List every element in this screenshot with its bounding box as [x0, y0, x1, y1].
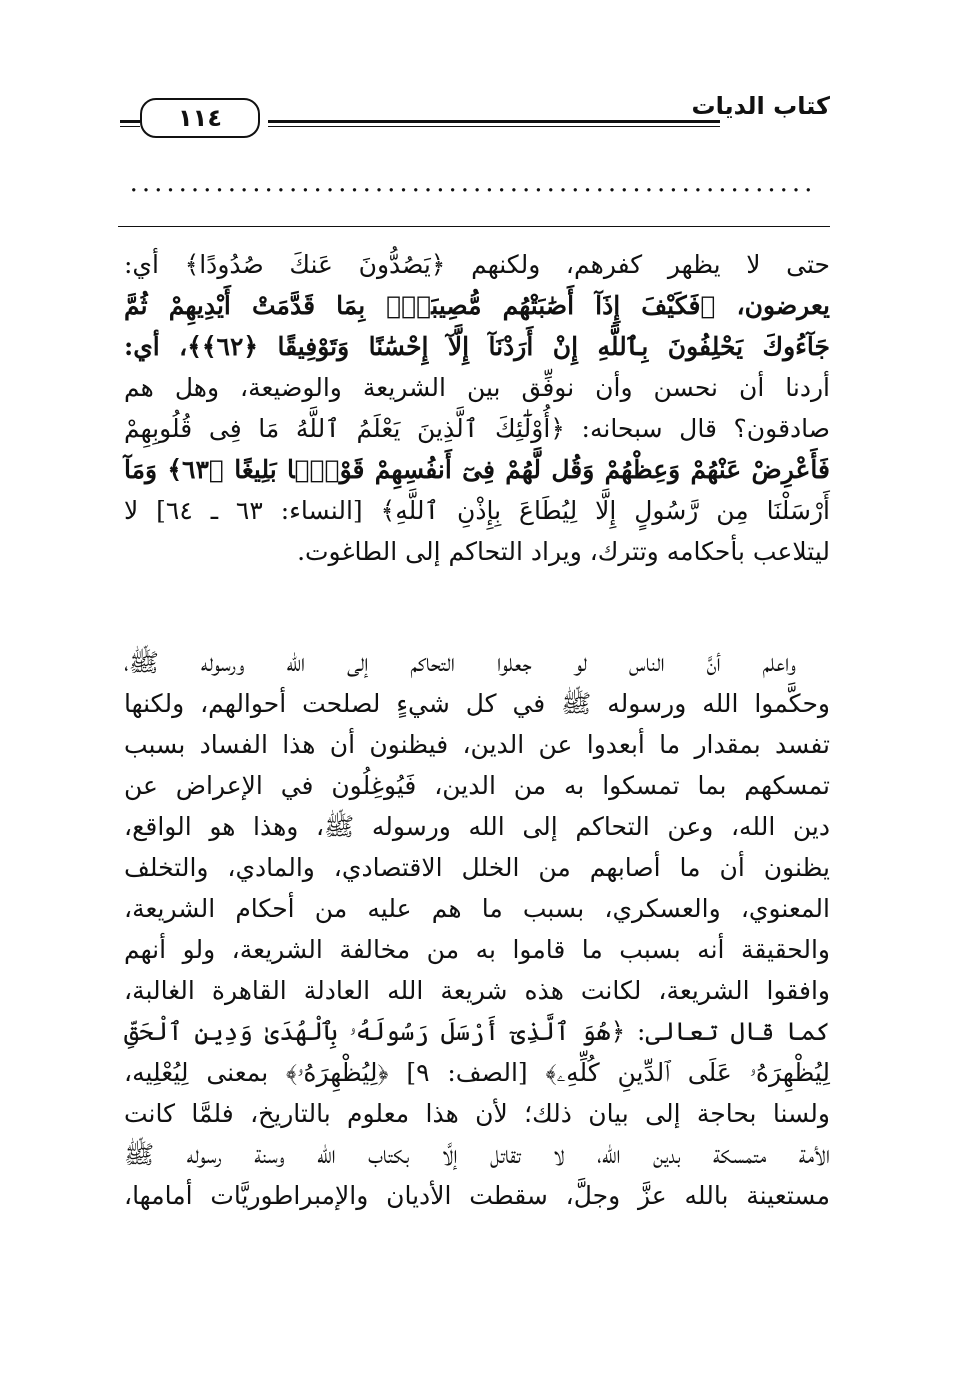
- text-line: أَرْسَلْنَا مِن رَّسُولٍ إِلَّا لِيُطَاعَ بِإِذْنِ ٱللَّهِ﴾ [النساء: ٦٣ ـ ٦٤] لا: [124, 496, 830, 525]
- text-line: حتى لا يظهر كفرهم، ولكنهم ﴿يَصُدُّونَ عَنكَ صُدُودًا﴾ أي:: [124, 250, 830, 279]
- text-line: فَأَعْرِضْ عَنْهُمْ وَعِظْهُمْ وَقُل لَّهُمْ فِىٓ أَنفُسِهِمْ قَوْلًۢا بَلِيغًا ﴿٦٣﴾ وَمَآ: [124, 455, 830, 484]
- text-line: وحكَّموا الله ورسوله ﷺ في كل شيءٍ لصلحت أحوالهم، ولكنها: [124, 689, 830, 718]
- text-line: دين الله، وعن التحاكم إلى الله ورسوله ﷺ، وهذا هو الواقع،: [124, 812, 830, 841]
- text-line: أردنا أن نحسن وأن نوفِّق بين الشريعة والوضيعة، وهل هم: [124, 373, 830, 402]
- text-line: وافقوا الشريعة، لكانت هذه شريعة الله العادلة القاهرة الغالبة،: [124, 976, 830, 1005]
- header-rule-left: [120, 120, 140, 127]
- text-line: واعلم أنَّ الناس لو جعلوا التحاكم إلى الله ورسوله ﷺ،: [124, 648, 796, 677]
- text-line: صادقون؟ قال سبحانه: ﴿أُوْلَٰٓئِكَ ٱلَّذِينَ يَعْلَمُ ٱللَّهُ مَا فِى قُلُوبِهِمْ: [124, 414, 830, 443]
- paragraph-2: [124, 642, 830, 1216]
- text-line: مستعينة بالله عزَّ وجلَّ، سقطت الأديان والإمبراطوريَّات أمامها،: [124, 1181, 830, 1210]
- text-line: ليتلاعب بأحكامه وتترك، ويراد التحاكم إلى الطاغوت.: [297, 537, 830, 566]
- page-number: ١١٤: [140, 98, 260, 138]
- text-line: تمسكهم بما تمسكوا به من الدين، فَيُوغِلُون في الإعراض عن: [124, 771, 830, 800]
- paragraph-1: [124, 244, 830, 572]
- text-line: جَآءُوكَ يَحْلِفُونَ بِٱللَّهِ إِنْ أَرَدْنَآ إِلَّآ إِحْسَٰنًا وَتَوْفِيقًا ﴿٦٢﴾﴾، أي:: [124, 332, 831, 361]
- header-separator-line: [118, 226, 830, 227]
- text-line: ولسنا بحاجة إلى بيان ذلك؛ لأن هذا معلوم بالتاريخ، فلمَّا كانت: [124, 1099, 830, 1128]
- text-line: لِيُظْهِرَهُۥ عَلَى ٱلدِّينِ كُلِّهِۦ﴾ [الصف: ٩] ﴿لِيُظْهِرَهُۥ﴾ بمعنى لِيُعْلِيه،: [124, 1058, 830, 1087]
- text-line: تفسد بمقدار ما أبعدوا عن الدين، فيظنون أن هذا الفساد بسبب: [124, 730, 830, 759]
- text-line: يعرضون، ﴿فَكَيْفَ إِذَآ أَصَٰبَتْهُم مُّصِيبَةٌۢ بِمَا قَدَّمَتْ أَيْدِيهِمْ ثُمَّ: [124, 291, 830, 320]
- chapter-title: كتاب الديات: [691, 92, 830, 120]
- text-line: الأمة متمسكة بدين الله، لا تقاتل إلَّا بكتاب الله وسنة رسوله ﷺ: [124, 1140, 830, 1169]
- text-line: والحقيقة أنه بسبب ما قاموا به من مخالفة الشريعة، ولو أنهم: [124, 935, 830, 964]
- text-line: المعنوي، والعسكري، بسبب ما هم عليه من أحكام الشريعة،: [124, 894, 830, 923]
- text-line: كما قال تعالى: ﴿هُوَ ٱلَّذِىٓ أَرْسَلَ رَسُولَهُۥ بِٱلْهُدَىٰ وَدِينِ ٱلْحَقِّ: [124, 1017, 830, 1046]
- page-header: [120, 78, 830, 138]
- text-line: يظنون أن ما أصابهم من الخلل الاقتصادي، والمادي، والتخلف: [124, 853, 830, 882]
- dotted-divider: ........................................................: [129, 168, 817, 198]
- header-rule: [268, 120, 720, 127]
